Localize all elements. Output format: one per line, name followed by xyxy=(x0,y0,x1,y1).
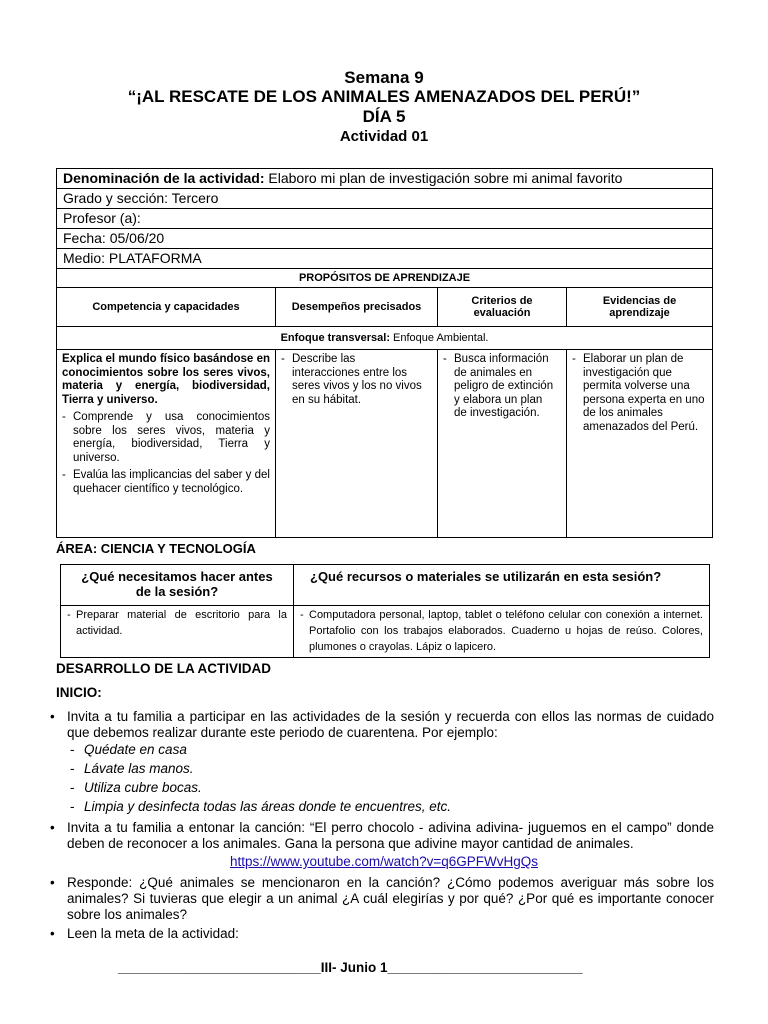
propositos-title-row xyxy=(57,269,713,288)
list-item: • Responde: ¿Qué animales se mencionaron en la canción? ¿Cómo podemos averiguar más sobre los animales? Si tuvieras que elegir a un animal ¿A cuál elegirías y por qué? ¿Por qué es importante conocer sobre los animales? xyxy=(50,875,714,922)
example-item: - Quédate en casa xyxy=(70,742,187,757)
medio-text: Medio: PLATAFORMA xyxy=(57,249,713,269)
denominacion-row xyxy=(57,169,713,189)
activity-info-table xyxy=(56,168,713,538)
criterio-text: Busca información de animales en peligro de extinción y elabora un plan de investigación. xyxy=(454,353,554,419)
example-item: - Lávate las manos. xyxy=(70,761,194,776)
header-desempenos: Desempeños precisados xyxy=(276,288,438,327)
answer-resources-cell: - Computadora personal, laptop, tablet o teléfono celular con conexión a internet. Portafolio con los trabajos elaborados. Cuaderno u hojas de reúso. Colores, plumones o crayolas. Lápiz o lapicero. xyxy=(294,606,710,658)
enfoque-row xyxy=(57,327,713,350)
profesor-row xyxy=(57,209,713,229)
evidencia-text: Elaborar un plan de investigación que permita volverse una persona experta en uno de los animales amenazados del Perú. xyxy=(583,353,705,433)
bullet-icon: • xyxy=(50,926,55,941)
list-item: • Invita a tu familia a entonar la canción: “El perro chocolo - adivina adivina- juguemos en el campo” donde deben de reconocer a los animales. Gana la persona que adivine mayor cantidad de animales. xyxy=(50,820,714,851)
answer-resources: Computadora personal, laptop, tablet o teléfono celular con conexión a internet. Portafolio con los trabajos elaborados. Cuaderno u hojas de reúso. Colores, plumones o crayolas. Lápiz o lapicero. xyxy=(309,609,703,653)
example-item: - Utiliza cubre bocas. xyxy=(70,780,202,795)
answer-before-session: Preparar material de escritorio para la actividad. xyxy=(76,609,287,637)
area-heading: ÁREA: CIENCIA Y TECNOLOGÍA xyxy=(56,541,256,556)
propositos-title: PROPÓSITOS DE APRENDIZAJE xyxy=(57,269,713,288)
fecha-row xyxy=(57,229,713,249)
profesor-text: Profesor (a): xyxy=(57,209,713,229)
bullet-icon: • xyxy=(50,820,55,835)
desarrollo-heading: DESARROLLO DE LA ACTIVIDAD xyxy=(56,661,271,676)
competencia-item: - Comprende y usa conocimientos sobre los seres vivos, materia y energía, biodiversidad, Tierra y universo. xyxy=(62,411,270,464)
page-footer: ___________________________III- Junio 1__________________________ xyxy=(118,960,583,975)
medio-row xyxy=(57,249,713,269)
inicio-heading: INICIO: xyxy=(56,685,102,700)
propositos-body-row xyxy=(57,350,713,538)
propositos-header-row xyxy=(57,288,713,327)
question-before-session: ¿Qué necesitamos hacer antes de la sesión? xyxy=(61,565,294,606)
competencia-cell xyxy=(57,350,276,538)
bullet-icon: • xyxy=(50,875,55,890)
example-item: - Limpia y desinfecta todas las áreas donde te encuentres, etc. xyxy=(70,799,451,814)
list-item: • Invita a tu familia a participar en las actividades de la sesión y recuerda con ellos las normas de cuidado que debemos realizar durante este periodo de cuarentena. Por ejemplo: xyxy=(50,709,714,740)
list-item: • Leen la meta de la actividad: xyxy=(50,926,239,941)
enfoque-value: Enfoque Ambiental. xyxy=(389,332,489,344)
preparation-header-row xyxy=(61,565,710,606)
preparation-table xyxy=(60,564,710,658)
song-video-link[interactable]: https://www.youtube.com/watch?v=q6GPFWvHgQs xyxy=(230,854,538,869)
denominacion-label: Denominación de la actividad: xyxy=(63,170,265,186)
desempeno-text: Describe las interacciones entre los seres vivos y los no vivos en su hábitat. xyxy=(292,353,422,406)
grado-text: Grado y sección: Tercero xyxy=(57,189,713,209)
question-resources: ¿Qué recursos o materiales se utilizarán en esta sesión? xyxy=(294,565,710,606)
activity-heading: Actividad 01 xyxy=(339,128,429,145)
competencia-title: Explica el mundo físico basándose en conocimientos sobre los seres vivos, materia y energía, biodiversidad, Tierra y universo. xyxy=(62,353,270,406)
evidencia-cell: - Elaborar un plan de investigación que permita volverse una persona experta en uno de los animales amenazados del Perú. xyxy=(567,350,713,538)
fecha-text: Fecha: 05/06/20 xyxy=(57,229,713,249)
page-title: “¡AL RESCATE DE LOS ANIMALES AMENAZADOS DEL PERÚ!” xyxy=(127,87,641,106)
competencia-item: - Evalúa las implicancias del saber y del quehacer científico y tecnológico. xyxy=(62,469,270,495)
grado-row xyxy=(57,189,713,209)
enfoque-label: Enfoque transversal: xyxy=(280,332,390,344)
desempeno-cell: - Describe las interacciones entre los seres vivos y los no vivos en su hábitat. xyxy=(276,350,438,538)
header-competencia: Competencia y capacidades xyxy=(57,288,276,327)
preparation-body-row xyxy=(61,606,710,658)
criterio-cell: - Busca información de animales en peligro de extinción y elabora un plan de investigación. xyxy=(438,350,567,538)
header-evidencias: Evidencias de aprendizaje xyxy=(567,288,713,327)
day-heading: DÍA 5 xyxy=(362,107,406,126)
header-criterios: Criterios de evaluación xyxy=(438,288,567,327)
week-heading: Semana 9 xyxy=(344,68,424,87)
bullet-icon: • xyxy=(50,709,55,724)
denominacion-value: Elaboro mi plan de investigación sobre mi animal favorito xyxy=(264,170,623,186)
answer-before-session-cell: - Preparar material de escritorio para la actividad. xyxy=(61,606,294,658)
